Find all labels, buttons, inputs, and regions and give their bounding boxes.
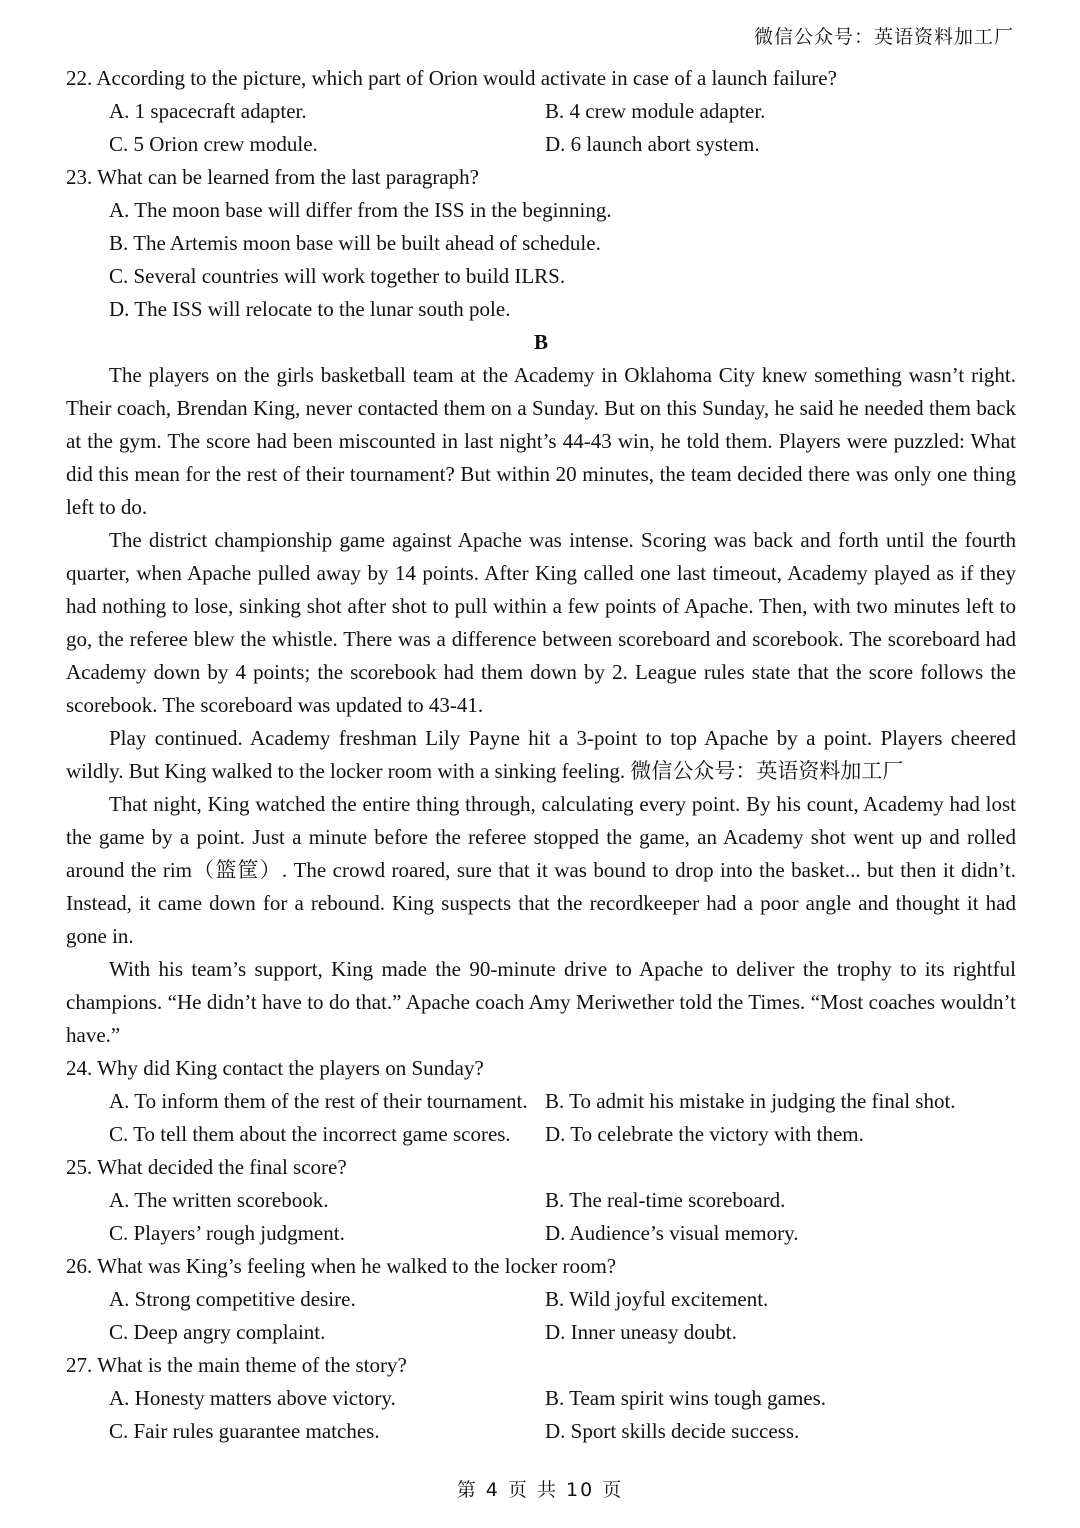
options-row (66, 1184, 1016, 1217)
options-row (66, 95, 1016, 128)
option-c: C. Several countries will work together to build ILRS. (109, 264, 566, 288)
option-a: A. 1 spacecraft adapter. (109, 99, 307, 123)
options-row (66, 1118, 1016, 1151)
options-row (66, 1382, 1016, 1415)
options-row (66, 1316, 1016, 1349)
option-d: D. Audience’s visual memory. (545, 1221, 799, 1245)
option-a: A. Honesty matters above victory. (109, 1386, 396, 1410)
passage-paragraph-2: The district championship game against Apache was intense. Scoring was back and forth until the fourth quarter, when Apache pulled away by 14 points. After King called one last timeout, Academy played as if they had nothing to lose, sinking shot after shot to pull within a few points of Apache. Then, with two minutes left to go, the referee blew the whistle. There was a difference between scoreboard and scorebook. The scoreboard had Academy down by 4 points; the scorebook had them down by 2. League rules state that the score follows the scorebook. The scoreboard was updated to 43-41. (66, 528, 1016, 717)
option-d: D. To celebrate the victory with them. (545, 1122, 864, 1146)
question-stem: 26. What was King’s feeling when he walked to the locker room? (66, 1254, 617, 1278)
passage-paragraph-4: That night, King watched the entire thing through, calculating every point. By his count, Academy had lost the game by a point. Just a minute before the referee stopped the game, an Academy shot went up and rolled around the rim（篮筐）. The crowd roared, sure that it was bound to drop into the basket... but then it didn’t. Instead, it came down for a rebound. King suspects that the recordkeeper had a poor angle and thought it had gone in. (66, 792, 1016, 948)
options-row (66, 1283, 1016, 1316)
option-b: B. 4 crew module adapter. (545, 99, 766, 123)
page-footer-number: 第 4 页 共 10 页 (456, 1479, 624, 1501)
options-row (66, 128, 1016, 161)
question-stem: 23. What can be learned from the last paragraph? (66, 165, 480, 189)
question-23 (66, 161, 1016, 326)
option-b: B. Team spirit wins tough games. (545, 1386, 827, 1410)
option-b: B. To admit his mistake in judging the final shot. (545, 1089, 956, 1113)
reading-passage (66, 359, 1016, 1052)
option-a: A. The moon base will differ from the ISS in the beginning. (109, 198, 612, 222)
option-c: C. To tell them about the incorrect game scores. (109, 1122, 511, 1146)
page-content (66, 62, 1016, 1448)
question-25 (66, 1151, 1016, 1250)
option-a: A. The written scorebook. (109, 1188, 329, 1212)
question-stem: 27. What is the main theme of the story? (66, 1353, 407, 1377)
option-d: D. The ISS will relocate to the lunar south pole. (109, 297, 511, 321)
options-row (66, 1085, 1016, 1118)
options-row (66, 1217, 1016, 1250)
question-stem: 22. According to the picture, which part of Orion would activate in case of a launch failure? (66, 66, 837, 90)
option-c: C. Players’ rough judgment. (109, 1221, 345, 1245)
section-label: B (533, 330, 548, 354)
question-26 (66, 1250, 1016, 1349)
option-a: A. Strong competitive desire. (109, 1287, 356, 1311)
option-d: D. 6 launch abort system. (545, 132, 760, 156)
option-c: C. Fair rules guarantee matches. (109, 1419, 380, 1443)
page-header-watermark: 微信公众号：英语资料加工厂 (753, 26, 1014, 48)
passage-paragraph-3: Play continued. Academy freshman Lily Payne hit a 3-point to top Apache by a point. Players cheered wildly. But King walked to the locker room with a sinking feeling. 微信公众号：英语资料加工厂 (66, 726, 1016, 783)
question-22 (66, 62, 1016, 161)
option-b: B. The Artemis moon base will be built ahead of schedule. (109, 231, 601, 255)
option-d: D. Sport skills decide success. (545, 1419, 800, 1443)
question-stem: 24. Why did King contact the players on Sunday? (66, 1056, 484, 1080)
question-27 (66, 1349, 1016, 1448)
passage-paragraph-5: With his team’s support, King made the 90-minute drive to Apache to deliver the trophy to its rightful champions. “He didn’t have to do that.” Apache coach Amy Meriwether told the Times. “Most coaches wouldn’t have.” (66, 957, 1016, 1047)
option-c: C. Deep angry complaint. (109, 1320, 326, 1344)
option-c: C. 5 Orion crew module. (109, 132, 318, 156)
passage-paragraph-1: The players on the girls basketball team at the Academy in Oklahoma City knew something wasn’t right. Their coach, Brendan King, never contacted them on a Sunday. But on this Sunday, he said he needed them back at the gym. The score had been miscounted in last night’s 44-43 win, he told them. Players were puzzled: What did this mean for the rest of their tournament? But within 20 minutes, the team decided there was only one thing left to do. (66, 363, 1016, 519)
option-b: B. Wild joyful excitement. (545, 1287, 769, 1311)
option-a: A. To inform them of the rest of their tournament. (109, 1089, 528, 1113)
options-row (66, 1415, 1016, 1448)
option-b: B. The real-time scoreboard. (545, 1188, 786, 1212)
option-d: D. Inner uneasy doubt. (545, 1320, 737, 1344)
question-24 (66, 1052, 1016, 1151)
question-stem: 25. What decided the final score? (66, 1155, 347, 1179)
